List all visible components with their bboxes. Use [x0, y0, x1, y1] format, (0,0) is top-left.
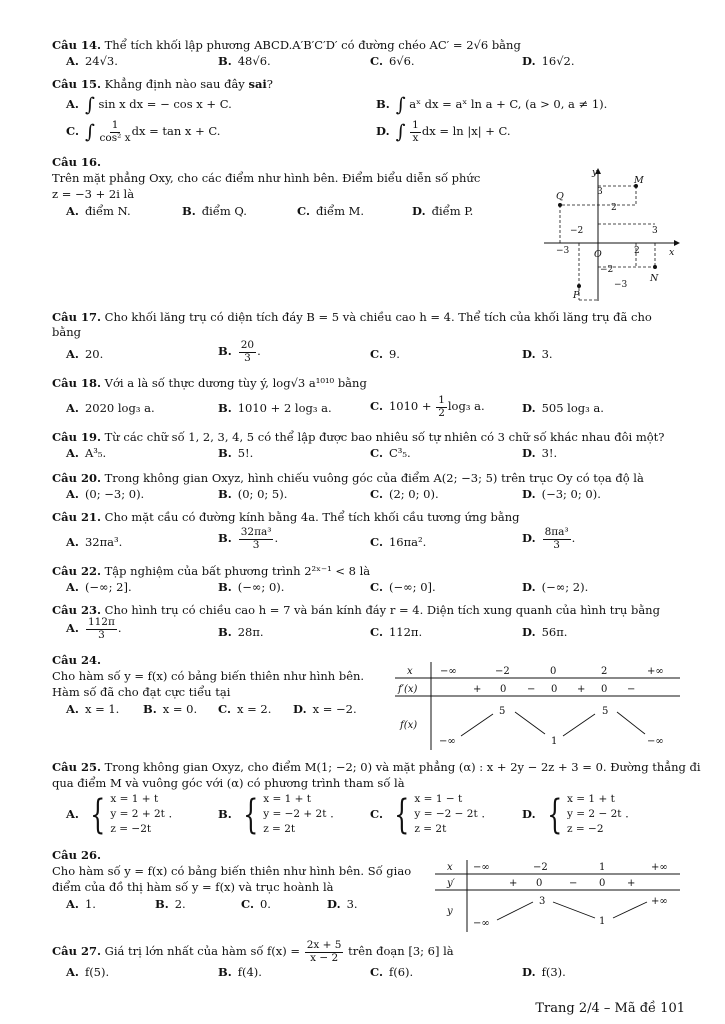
q27-b[interactable]: B. f(4). [218, 965, 262, 979]
t24-xv4: +∞ [647, 666, 664, 677]
q23-b[interactable]: B. 28π. [218, 625, 264, 639]
t26-y1: 3 [539, 896, 546, 907]
q26-variation-table [435, 858, 685, 933]
q26-text1: Cho hàm số y = f(x) có bảng biến thiên như hình bên. Số giao [52, 864, 412, 878]
t24-s4: + [577, 684, 586, 695]
q25-d[interactable]: D. { x = 1 + t y = 2 − 2t z = −2 . [522, 791, 629, 838]
q24-c[interactable]: C. x = 2. [218, 702, 272, 716]
q21-b[interactable]: B. $\frac{\text{32πa³}}{3}$ . [218, 526, 279, 551]
q22-a[interactable]: A. (−∞; 2]. [66, 580, 132, 594]
q14-a[interactable]: A. 24√3. [66, 54, 118, 68]
q16-b[interactable]: B. điểm Q. [182, 204, 247, 218]
t24-fp: f′(x) [398, 684, 418, 695]
tick-3r: 3 [652, 226, 658, 236]
q26-c[interactable]: C. 0. [241, 897, 271, 911]
q17-text1: Câu 17. Cho khối lăng trụ có diện tích đáy B = 5 và chiều cao h = 4. Thể tích của khối lăng trụ đã cho [52, 310, 652, 324]
q23-d[interactable]: D. 56π. [522, 625, 568, 639]
q24-d[interactable]: D. x = −2. [293, 702, 357, 716]
t24-f1: 5 [499, 706, 506, 717]
q15-d[interactable]: D. ∫ $\frac{1}{x}$ dx = ln |x| + C. [376, 119, 511, 144]
arrow-down-1 [515, 712, 545, 734]
q16-a[interactable]: A. điểm N. [66, 204, 131, 218]
t24-xv1: −2 [495, 666, 510, 677]
q16-label: Câu 16. [52, 155, 101, 169]
q18-b[interactable]: B. 1010 + 2 log₃ a. [218, 401, 332, 415]
q16-c[interactable]: C. điểm M. [297, 204, 365, 218]
q15-b[interactable]: B. ∫ aˣ dx = aˣ ln a + C, (a > 0, a ≠ 1). [376, 94, 608, 116]
q20-b[interactable]: B. (0; 0; 5). [218, 487, 288, 501]
tick-2x: 2 [634, 246, 640, 256]
t24-f3: 5 [602, 706, 609, 717]
q24-variation-table [395, 662, 685, 752]
t26-arrow-up-2 [613, 902, 647, 918]
t26-x: x [447, 862, 453, 873]
q27-a[interactable]: A. f(5). [66, 965, 110, 979]
t24-xv2: 0 [550, 666, 557, 677]
q20-stem: Câu 20. Trong không gian Oxyz, hình chiếu vuông góc của điểm A(2; −3; 5) trên trục Oy có tọa độ là [52, 471, 644, 485]
t26-s3: 0 [599, 878, 606, 889]
arrow-up-1 [461, 714, 493, 736]
q14-stem: Câu 14. Thể tích khối lập phương ABCD.A′B′C′D′ có đường chéo AC′ = 2√6 bằng [52, 38, 521, 52]
t24-f2: 1 [551, 736, 558, 747]
fig-q-label: Q [556, 191, 564, 202]
t24-f4: −∞ [647, 736, 664, 747]
q18-a[interactable]: A. 2020 log₃ a. [66, 401, 155, 415]
q24-a[interactable]: A. x = 1. [66, 702, 120, 716]
q19-a[interactable]: A. A³₅. [66, 446, 107, 460]
fig-x-label: x [669, 247, 675, 258]
fig-y-label: y [592, 167, 598, 178]
t24-xv0: −∞ [440, 666, 457, 677]
q17-a[interactable]: A. 20. [66, 347, 104, 361]
t24-s3: 0 [551, 684, 558, 695]
tick-2: 2 [611, 203, 617, 213]
q22-c[interactable]: C. (−∞; 0]. [370, 580, 436, 594]
q22-stem: Câu 22. Tập nghiệm của bất phương trình 2²ˣ⁻¹ < 8 là [52, 564, 371, 578]
q16-coordinate-figure [540, 165, 680, 305]
t26-s1: 0 [536, 878, 543, 889]
q15-a[interactable]: A. ∫ sin x dx = − cos x + C. [66, 94, 232, 116]
t24-s1: 0 [500, 684, 507, 695]
q19-d[interactable]: D. 3!. [522, 446, 558, 460]
t26-s4: + [627, 878, 636, 889]
q24-b[interactable]: B. x = 0. [143, 702, 198, 716]
fig-n-label: N [650, 273, 659, 284]
t24-s0: + [473, 684, 482, 695]
t26-s0: + [509, 878, 518, 889]
x-axis-arrow-icon [674, 240, 680, 246]
q21-a[interactable]: A. 32πa³. [66, 535, 123, 549]
q25-text1: Câu 25. Trong không gian Oxyz, cho điểm M(1; −2; 0) và mặt phẳng (α) : x + 2y − 2z + 3 = 0. Đường thẳng đi [52, 760, 701, 774]
q18-d[interactable]: D. 505 log₃ a. [522, 401, 604, 415]
q26-a[interactable]: A. 1. [66, 897, 96, 911]
t24-xv3: 2 [601, 666, 608, 677]
q26-d[interactable]: D. 3. [327, 897, 358, 911]
point-q [558, 203, 562, 207]
tick-m3: −3 [556, 246, 570, 256]
t24-s6: − [627, 684, 636, 695]
q27-c[interactable]: C. f(6). [370, 965, 414, 979]
q25-b[interactable]: B. { x = 1 + t y = −2 + 2t z = 2t . [218, 791, 334, 838]
q18-stem: Câu 18. Với a là số thực dương tùy ý, log√3 a¹⁰¹⁰ bằng [52, 376, 367, 390]
t26-xv3: +∞ [651, 862, 668, 873]
q22-b[interactable]: B. (−∞; 0). [218, 580, 285, 594]
q17-text2: bằng [52, 325, 81, 339]
t26-s2: − [569, 878, 578, 889]
q25-text2: qua điểm M và vuông góc với (α) có phương trình tham số là [52, 776, 405, 790]
t26-yp: y′ [447, 878, 455, 889]
t26-xv1: −2 [533, 862, 548, 873]
q15-stem: Câu 15. Khẳng định nào sau đây sai? [52, 77, 273, 91]
t24-x: x [407, 666, 413, 677]
q14-b[interactable]: B. 48√6. [218, 54, 271, 68]
t26-arrow-up-1 [497, 902, 533, 920]
q27-stem: Câu 27. Giá trị lớn nhất của hàm số f(x) = $\frac{2x + 5}{x - 2}$ trên đoạn [3; 6] là [52, 939, 454, 964]
q23-stem: Câu 23. Cho hình trụ có chiều cao h = 7 và bán kính đáy r = 4. Diện tích xung quanh của hình trụ bằng [52, 603, 660, 617]
t24-fx: f(x) [400, 720, 418, 731]
q17-c[interactable]: C. 9. [370, 347, 400, 361]
q17-d[interactable]: D. 3. [522, 347, 553, 361]
fig-p-label: P [573, 290, 580, 301]
tick-m3y: −3 [614, 280, 628, 290]
q19-c[interactable]: C. C³₅. [370, 446, 411, 460]
point-n [653, 265, 657, 269]
q22-d[interactable]: D. (−∞; 2). [522, 580, 589, 594]
t26-xv2: 1 [599, 862, 606, 873]
t26-y0: −∞ [473, 918, 490, 929]
q16-text2: z = −3 + 2i là [52, 187, 135, 201]
arrow-down-2 [617, 712, 645, 734]
t24-s5: 0 [601, 684, 608, 695]
t24-f0: −∞ [439, 736, 456, 747]
tick-m2: −2 [570, 226, 584, 236]
q27-d[interactable]: D. f(3). [522, 965, 566, 979]
q26-b[interactable]: B. 2. [155, 897, 186, 911]
t24-s2: − [527, 684, 536, 695]
t26-y3: +∞ [651, 896, 668, 907]
q23-a[interactable]: A. $\frac{112\pi}{3}$ . [66, 616, 122, 641]
q14-d[interactable]: D. 16√2. [522, 54, 575, 68]
q26-label: Câu 26. [52, 848, 101, 862]
q24-label: Câu 24. [52, 653, 101, 667]
q21-c[interactable]: C. 16πa². [370, 535, 427, 549]
q25-a[interactable]: A. { x = 1 + t y = 2 + 2t z = −2t . [66, 791, 173, 838]
q17-b[interactable]: B. $\frac{20}{3}$ . [218, 339, 261, 364]
t26-y2: 1 [599, 916, 606, 927]
q20-d[interactable]: D. (−3; 0; 0). [522, 487, 601, 501]
q20-a[interactable]: A. (0; −3; 0). [66, 487, 145, 501]
page-footer: Trang 2/4 – Mã đề 101 [535, 1001, 685, 1016]
t26-xv0: −∞ [473, 862, 490, 873]
q20-c[interactable]: C. (2; 0; 0). [370, 487, 439, 501]
q14-c[interactable]: C. 6√6. [370, 54, 415, 68]
fig-origin-label: O [594, 249, 602, 260]
t26-y: y [447, 906, 453, 917]
t26-arrow-down [553, 902, 595, 918]
tick-3: 3 [597, 187, 603, 197]
q21-d[interactable]: D. $\frac{\text{8πa³}}{3}$ . [522, 526, 576, 551]
q18-c[interactable]: C. 1010 + $\frac{1}{2}$ log₃ a. [370, 394, 485, 419]
q25-c[interactable]: C. { x = 1 − t y = −2 − 2t z = 2t . [370, 791, 485, 838]
q21-stem: Câu 21. Cho mặt cầu có đường kính bằng 4a. Thể tích khối cầu tương ứng bằng [52, 510, 520, 524]
tick-m2y: −2 [600, 265, 614, 275]
q15-c[interactable]: C. ∫ $\frac{1}{\text{cos² x}}$ dx = tan x + C. [66, 119, 221, 144]
q16-text1: Trên mặt phẳng Oxy, cho các điểm như hình bên. Điểm biểu diễn số phức [52, 171, 481, 185]
q24-text2: Hàm số đã cho đạt cực tiểu tại [52, 685, 231, 699]
point-p [577, 284, 581, 288]
fig-m-label: M [634, 175, 644, 186]
q16-d[interactable]: D. điểm P. [412, 204, 474, 218]
q24-text1: Cho hàm số y = f(x) có bảng biến thiên như hình bên. [52, 669, 365, 683]
arrow-up-2 [563, 714, 595, 736]
q23-c[interactable]: C. 112π. [370, 625, 423, 639]
q19-b[interactable]: B. 5!. [218, 446, 254, 460]
q19-stem: Câu 19. Từ các chữ số 1, 2, 3, 4, 5 có thể lập được bao nhiêu số tự nhiên có 3 chữ số khác nhau đôi một? [52, 430, 665, 444]
q26-text2: điểm của đồ thị hàm số y = f(x) và trục hoành là [52, 880, 334, 894]
